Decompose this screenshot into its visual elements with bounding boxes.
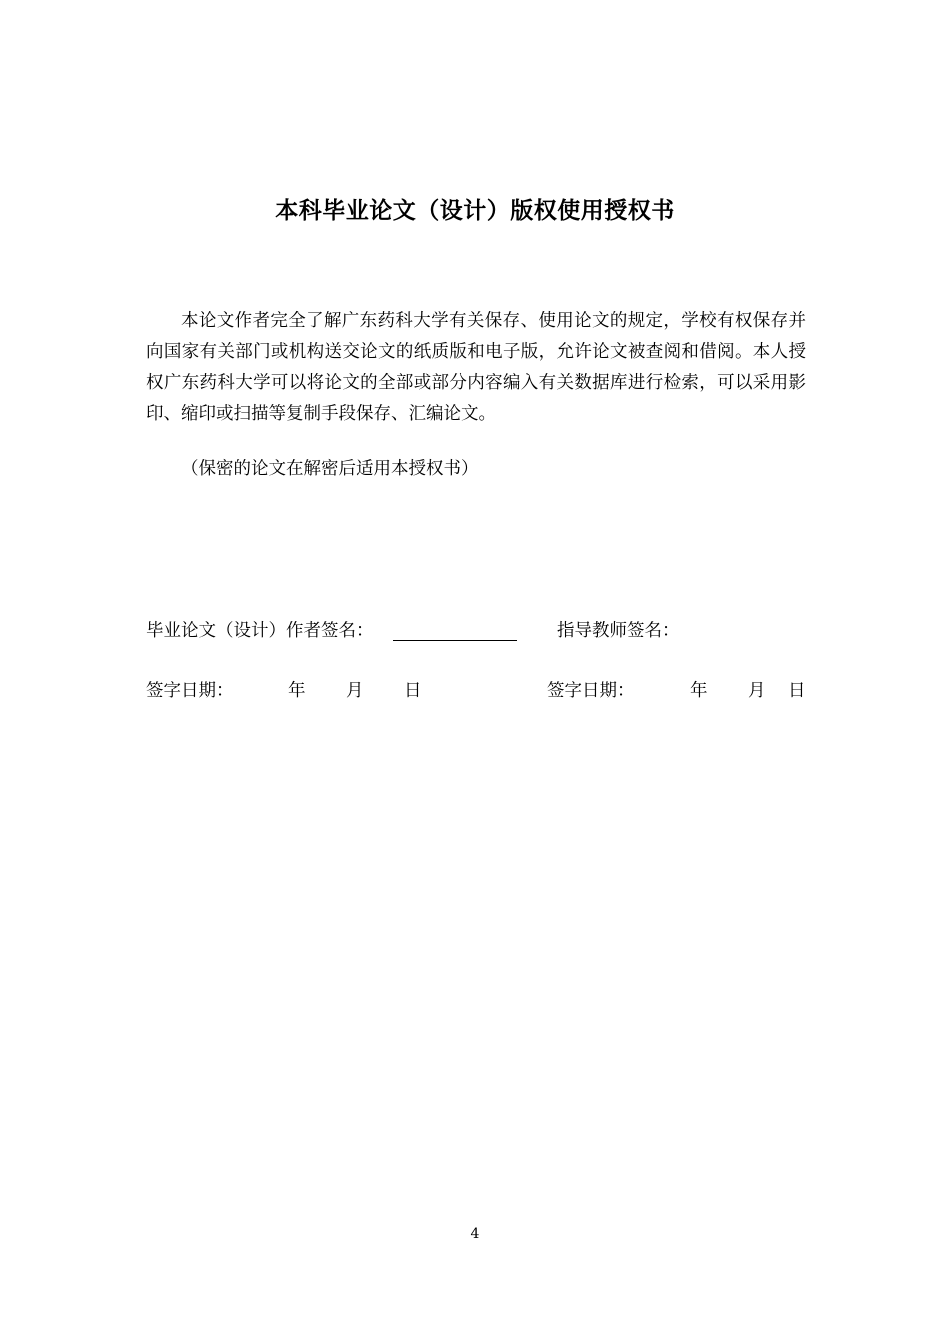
- year-label-right: 年: [690, 681, 708, 701]
- day-label-left: 日: [404, 681, 422, 701]
- date-label-right: 签字日期：: [547, 681, 635, 701]
- document-title: 本科毕业论文（设计）版权使用授权书: [275, 198, 675, 224]
- page-number: 4: [470, 1226, 480, 1242]
- month-label-left: 月: [346, 681, 364, 701]
- day-label-right: 日: [788, 681, 806, 701]
- date-label-left: 签字日期：: [146, 681, 234, 701]
- authorization-paragraph: [146, 306, 806, 430]
- author-signature-line: [393, 640, 517, 641]
- month-label-right: 月: [748, 681, 766, 701]
- author-signature-label: 毕业论文（设计）作者签名：: [146, 621, 374, 641]
- confidential-note: （保密的论文在解密后适用本授权书）: [181, 459, 479, 479]
- year-label-left: 年: [288, 681, 306, 701]
- paragraph-text: 本论文作者完全了解广东药科大学有关保存、使用论文的规定，学校有权保存并向国家有关部门或机构送交论文的纸质版和电子版，允许论文被查阅和借阅。本人授权广东药科大学可以将论文的全部或部分内容编入有关数据库进行检索，可以采用影印、缩印或扫描等复制手段保存、汇编论文。: [146, 311, 806, 424]
- advisor-signature-label: 指导教师签名：: [557, 621, 680, 641]
